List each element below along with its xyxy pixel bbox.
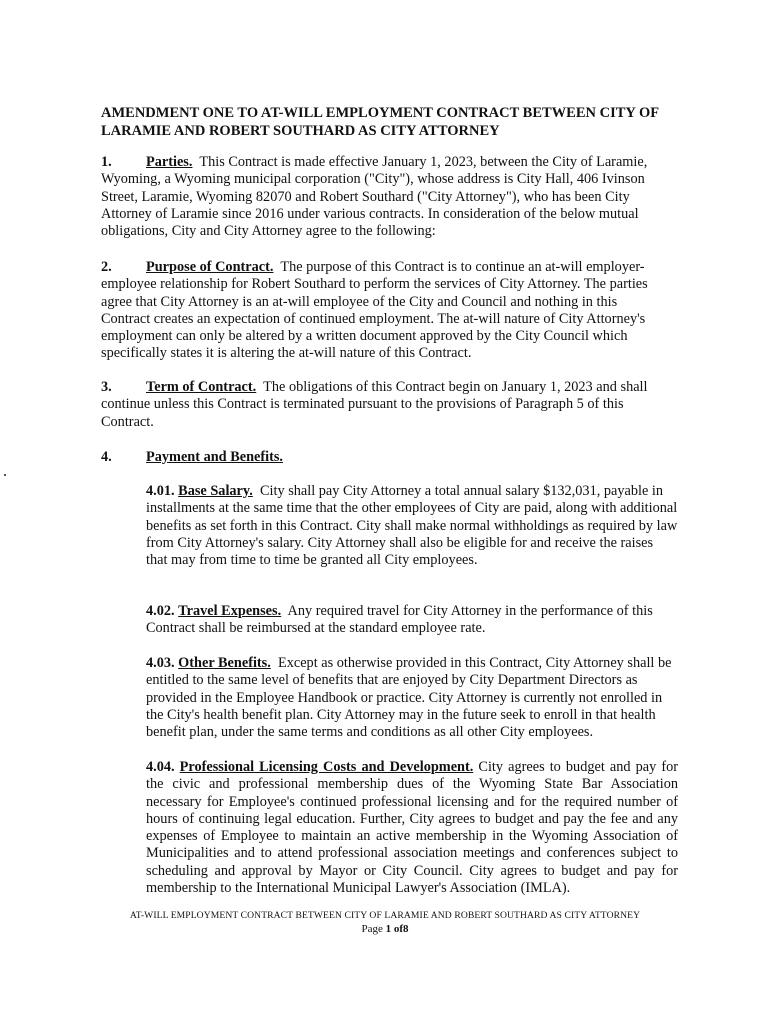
margin-mark (4, 474, 6, 476)
section-number: 1. (101, 154, 112, 170)
page-number (0, 923, 770, 936)
subsection-base-salary (146, 483, 678, 569)
subsection-number: 4.03. (146, 655, 175, 671)
section-payment (101, 449, 661, 466)
subsection-number: 4.02. (146, 603, 175, 619)
subsection-text: City agrees to budget and pay for the civic and professional membership dues of the Wyoming State Bar Association necessary for Employee's continued professional licensing and for the required number of hours of continuing legal education. Further, City agrees to budget and pay the fee and any expenses of Employee to maintain an active membership in the Wyoming Association of Municipalities and to attend professional association meetings and conferences subject to scheduling and approval by Mayor or City Council. City agrees to budget and pay for membership to the International Municipal Lawyer's Association (IMLA). (146, 759, 678, 897)
section-term (101, 379, 661, 431)
subsection-text: Except as otherwise provided in this Contract, City Attorney shall be entitled to the same level of benefits that are enjoyed by City Department Directors as provided in the Employee Handbook or practice. City Attorney is currently not enrolled in the City's health benefit plan. City Attorney may in the future seek to enroll in that health benefit plan, under the same terms and conditions as all other City employees. (146, 655, 672, 741)
subsection-travel-expenses (146, 603, 678, 638)
subsection-number: 4.01. (146, 483, 175, 499)
section-number: 3. (101, 379, 112, 395)
section-heading: Purpose of Contract. (146, 259, 274, 275)
page-total: 8 (403, 923, 409, 935)
section-heading: Term of Contract. (146, 379, 257, 395)
subsection-text: City shall pay City Attorney a total annual salary $132,031, payable in installments at the same time that the other employees of City are paid, along with additional benefits as set forth in this Contract. City shall make normal withholdings as required by law from City Attorney's salary. City Attorney shall also be eligible for and receive the raises that may from time to time be granted all City employees. (146, 483, 678, 569)
section-number: 2. (101, 259, 112, 275)
section-parties (101, 154, 661, 240)
subsection-heading: Professional Licensing Costs and Development. (179, 759, 474, 775)
page-label: Page (361, 923, 383, 935)
page-of: of (393, 923, 404, 935)
section-heading: Payment and Benefits. (146, 449, 284, 465)
section-text: This Contract is made effective January 1, 2023, between the City of Laramie, Wyoming, a Wyoming municipal corporation ("City"), whose address is City Hall, 406 Ivinson Street, Laramie, Wyoming 82070 and Robert Southard ("City Attorney"), who has been City Attorney of Laramie since 2016 under various contracts. In consideration of the below mutual obligations, City and City Attorney agree to the following: (101, 154, 648, 240)
subsection-heading: Base Salary. (178, 483, 253, 499)
subsection-text: Any required travel for City Attorney in the performance of this Contract shall be reimbursed at the standard employee rate. (146, 603, 653, 637)
section-text: The purpose of this Contract is to continue an at-will employer- employee relationship for Robert Southard to perform the services of City Attorney. The parties agree that City Attorney is an at-will employee of the City and Council and nothing in this Contract creates an expectation of continued employment. The at-will nature of City Attorney's employment can only be altered by a written document approved by the City Council which specifically states it is altering the at-will nature of this Contract. (101, 259, 648, 362)
subsection-other-benefits (146, 655, 678, 741)
section-heading: Parties. (146, 154, 193, 170)
subsection-heading: Other Benefits. (178, 655, 271, 671)
page-current: 1 (385, 923, 392, 935)
section-number: 4. (101, 449, 112, 465)
section-purpose (101, 259, 661, 363)
subsection-professional-licensing (146, 759, 678, 897)
section-text: The obligations of this Contract begin on January 1, 2023 and shall continue unless this Contract is terminated pursuant to the provisions of Paragraph 5 of this Contract. (101, 379, 648, 430)
subsection-number: 4.04. (146, 759, 175, 775)
document-title: AMENDMENT ONE TO AT-WILL EMPLOYMENT CONTRACT BETWEEN CITY OF LARAMIE AND ROBERT SOUTHARD AS CITY ATTORNEY (101, 105, 659, 139)
subsection-heading: Travel Expenses. (178, 603, 282, 619)
page-footer: AT-WILL EMPLOYMENT CONTRACT BETWEEN CITY OF LARAMIE AND ROBERT SOUTHARD AS CITY ATTORNEY (129, 910, 641, 921)
